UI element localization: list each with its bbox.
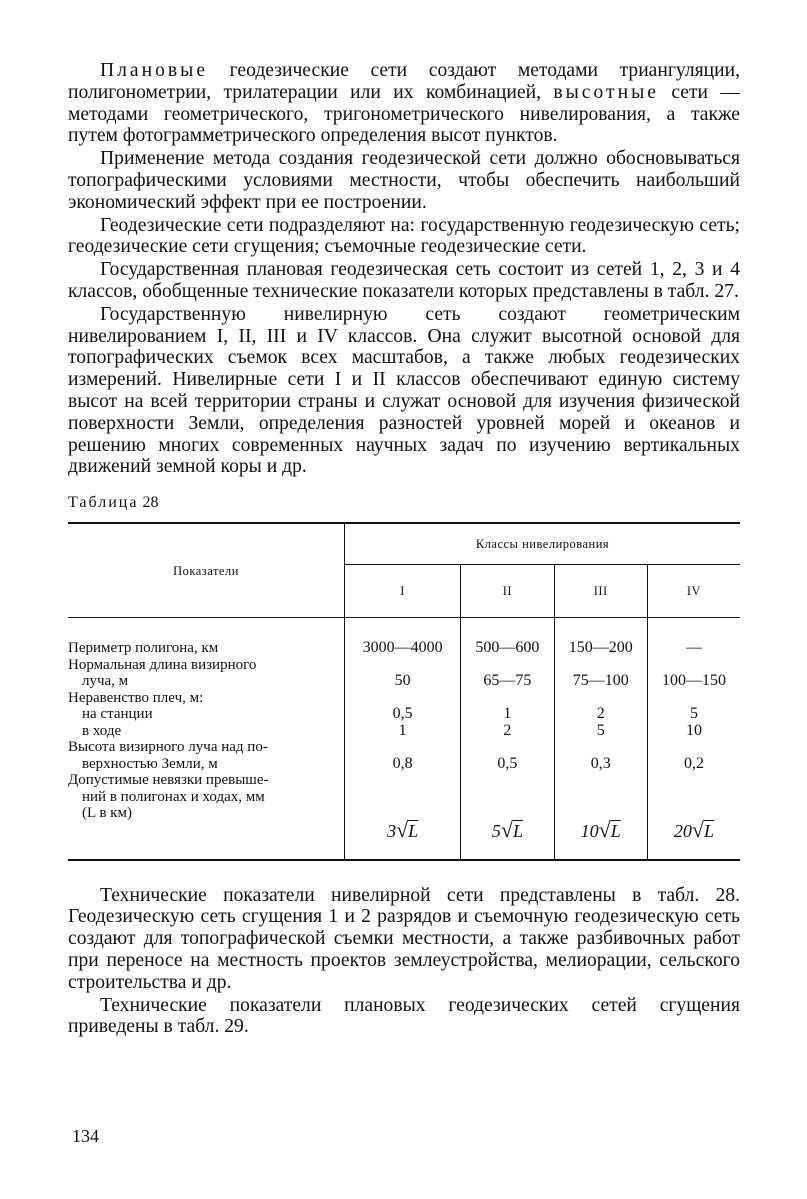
paragraph-5: Государственную нивелирную сеть создают геометрическим нивелированием I, II, III и IV классов. Она служит высотной основой для топографических съемок всех масштабов, а также любых геодезических измерений. Нивелирные сети I и II классов обеспечивают единую систему высот на всей территории страны и служат основой для изучения физической поверхности Земли, определения разностей уровней морей и океанов и решению многих современных научных задач по изучению вертикальных движений земной коры и др. bbox=[68, 303, 740, 478]
row-value bbox=[554, 739, 647, 756]
row-label: верхностью Земли, м bbox=[82, 755, 218, 772]
row-value: — bbox=[647, 640, 740, 657]
paragraph-2: Применение метода создания геодезической сети должно обосновываться топографическими условиями местности, чтобы обеспечить наибольший экономический эффект при ее построении. bbox=[68, 148, 740, 213]
row-value bbox=[554, 789, 647, 806]
table-caption-word: Таблица bbox=[68, 494, 139, 512]
header-indicators: Показатели bbox=[68, 523, 345, 618]
table-row bbox=[68, 640, 740, 657]
table-row-tolerance bbox=[68, 822, 740, 841]
row-label: Допустимые невязки превыше- bbox=[68, 772, 269, 789]
table-row bbox=[68, 673, 740, 690]
table-row bbox=[68, 723, 740, 740]
table-caption-number: 28 bbox=[142, 494, 159, 512]
table-row bbox=[68, 657, 740, 674]
row-value bbox=[345, 772, 461, 789]
row-value: 1 bbox=[345, 723, 461, 740]
paragraph-1-text: геодезические сети создают методами триангуляции, полигонометрии, трилатерации или их комбинацией, bbox=[68, 60, 740, 103]
term-vysotnye: высотные bbox=[553, 81, 659, 103]
table-row bbox=[68, 772, 740, 789]
row-value: 0,5 bbox=[345, 706, 461, 723]
row-value bbox=[345, 739, 461, 756]
row-value bbox=[647, 789, 740, 806]
table-row bbox=[68, 739, 740, 756]
row-label: луча, м bbox=[82, 673, 129, 690]
row-value: 2 bbox=[461, 723, 554, 740]
row-value bbox=[647, 739, 740, 756]
paragraph-7: Технические показатели плановых геодезических сетей сгущения приведены в табл. 29. bbox=[68, 994, 740, 1038]
paragraph-1-text-2: сети — методами геометрического, тригонометрического нивелирования, а также путем фотограмметрического определения высот пунктов. bbox=[68, 81, 740, 147]
tolerance-3: 10√L bbox=[554, 822, 647, 841]
table-body bbox=[68, 640, 740, 822]
row-value bbox=[345, 690, 461, 707]
table-caption bbox=[68, 494, 740, 512]
row-value: 0,3 bbox=[554, 756, 647, 773]
row-value bbox=[647, 657, 740, 674]
header-class-1: I bbox=[345, 565, 461, 618]
paragraph-6: Технические показатели нивелирной сети представлены в табл. 28. Геодезическую сеть сгущения 1 и 2 разрядов и съемочную геодезическую сеть создают для топографической съемки местности, а также разбивочных работ при переносе на местность проектов землеустройства, мелиорации, сельского строительства и др. bbox=[68, 884, 740, 993]
paragraph-1 bbox=[68, 60, 740, 147]
table-row bbox=[68, 756, 740, 773]
row-value bbox=[461, 789, 554, 806]
tolerance-4: 20√L bbox=[647, 822, 740, 841]
row-label: ний в полигонах и ходах, мм bbox=[82, 788, 265, 805]
row-label: Неравенство плеч, м: bbox=[68, 689, 204, 706]
term-planovye: Плановые bbox=[100, 60, 209, 81]
page-number: 134 bbox=[72, 1126, 99, 1146]
tolerance-2: 5√L bbox=[461, 822, 554, 841]
row-value: 150—200 bbox=[554, 640, 647, 657]
paragraph-3: Геодезические сети подразделяют на: государственную геодезическую сеть; геодезические сети сгущения; съемочные геодезические сети. bbox=[68, 214, 740, 258]
leveling-table bbox=[68, 522, 740, 861]
table-row bbox=[68, 789, 740, 806]
header-class-4: IV bbox=[647, 565, 740, 618]
paragraph-4: Государственная плановая геодезическая сеть состоит из сетей 1, 2, 3 и 4 классов, обобщенные технические показатели которых представлены в табл. 27. bbox=[68, 259, 740, 302]
page-body bbox=[68, 60, 740, 1039]
row-value bbox=[554, 772, 647, 789]
row-value: 2 bbox=[554, 706, 647, 723]
row-label: Высота визирного луча над по- bbox=[68, 739, 268, 756]
row-value: 1 bbox=[461, 706, 554, 723]
row-label: Периметр полигона, км bbox=[68, 640, 219, 657]
row-value bbox=[345, 657, 461, 674]
row-value: 0,2 bbox=[647, 756, 740, 773]
row-value bbox=[461, 690, 554, 707]
row-value: 5 bbox=[554, 723, 647, 740]
table-row bbox=[68, 706, 740, 723]
row-label: в ходе bbox=[82, 722, 122, 739]
row-label: на станции bbox=[82, 706, 153, 723]
row-value bbox=[461, 772, 554, 789]
row-value bbox=[647, 772, 740, 789]
row-value: 0,8 bbox=[345, 756, 461, 773]
row-value bbox=[554, 657, 647, 674]
header-class-2: II bbox=[461, 565, 554, 618]
row-value bbox=[461, 657, 554, 674]
row-value bbox=[461, 739, 554, 756]
header-class-3: III bbox=[554, 565, 647, 618]
row-value: 50 bbox=[345, 673, 461, 690]
row-value: 0,5 bbox=[461, 756, 554, 773]
row-value: 100—150 bbox=[647, 673, 740, 690]
row-value: 3000—4000 bbox=[345, 640, 461, 657]
table-row bbox=[68, 690, 740, 707]
row-value bbox=[345, 789, 461, 806]
row-value: 10 bbox=[647, 723, 740, 740]
row-value: 500—600 bbox=[461, 640, 554, 657]
tolerance-1: 3√L bbox=[345, 822, 461, 841]
row-value bbox=[554, 690, 647, 707]
row-value: 75—100 bbox=[554, 673, 647, 690]
row-value bbox=[647, 690, 740, 707]
header-leveling-classes: Классы нивелирования bbox=[345, 523, 741, 565]
row-value: 5 bbox=[647, 706, 740, 723]
row-value: 65—75 bbox=[461, 673, 554, 690]
row-label: (L в км) bbox=[82, 805, 132, 822]
row-label: Нормальная длина визирного bbox=[68, 656, 257, 673]
